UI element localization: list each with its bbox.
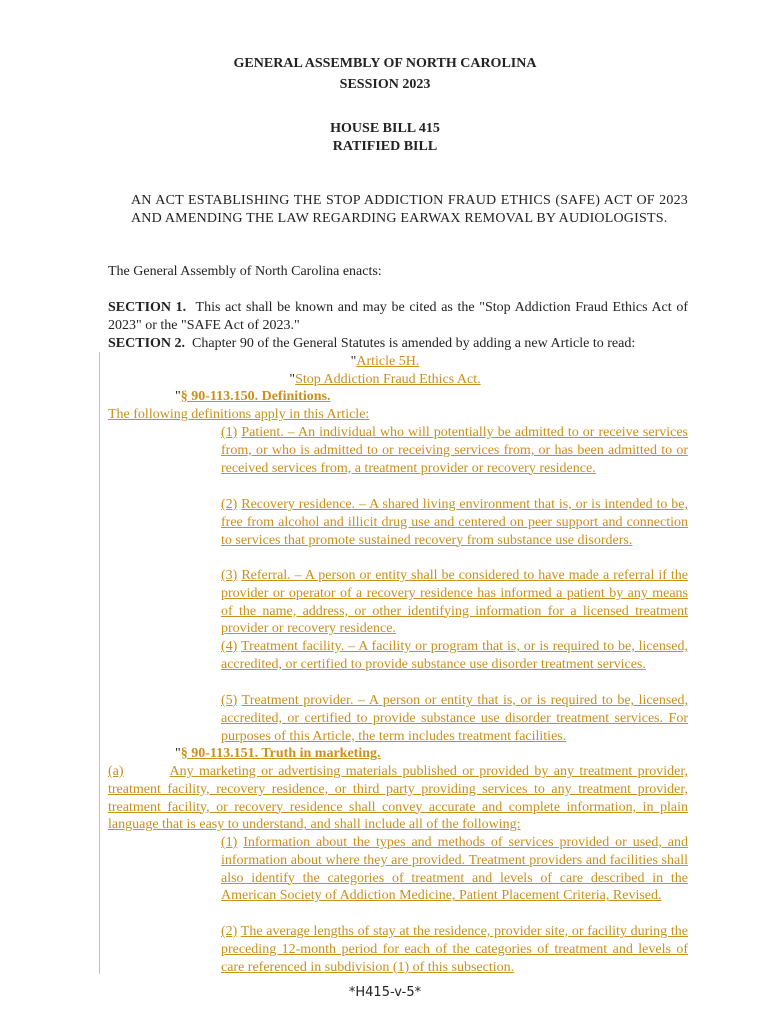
section-2-text: Chapter 90 of the General Statutes is amended by adding a new Article to read: [192, 336, 636, 351]
session-heading: SESSION 2023 [339, 77, 431, 92]
section-151-heading [175, 745, 381, 763]
definition-text: Referral. – A person or entity shall be considered to have made a referral if the provider or operator of a recovery residence has informed a patient by any means of the name, address, or other identifying information for a licensed treatment provider or recovery residence. [221, 568, 688, 637]
definition-number: (5) [221, 693, 238, 708]
section-2 [108, 335, 688, 353]
definition-item [221, 692, 688, 745]
definition-item [221, 424, 688, 477]
section-150-title: § 90-113.150. Definitions. [180, 389, 331, 404]
section-151-title: § 90-113.151. Truth in marketing. [180, 746, 381, 761]
act-title: AN ACT ESTABLISHING THE STOP ADDICTION FRAUD ETHICS (SAFE) ACT OF 2023 AND AMENDING THE LAW REGARDING EARWAX REMOVAL BY AUDIOLOGISTS. [131, 193, 688, 226]
definition-text: Treatment provider. – A person or entity that is, or is required to be, licensed, accredited, or certified to provide substance use disorder treatment services. For purposes of this Article, the term includes treatment facilities. [221, 693, 688, 744]
article-number: Article 5H. [356, 354, 420, 369]
page-footer-code: *H415-v-5* [348, 985, 422, 1000]
marketing-item-text: Information about the types and methods of services provided or used, and information about where they are provided. Treatment providers and facilities shall also identify the categories of treatment and levels of care described in the American Society of Addiction Medicine, Patient Placement Criteria, Revised. [221, 835, 688, 904]
bill-status-heading: RATIFIED BILL [332, 139, 438, 154]
definition-text: Treatment facility. – A facility or program that is, or is required to be, licensed, accredited, or certified to provide substance use disorder treatment services. [221, 639, 689, 672]
section-150-heading [175, 388, 330, 406]
section-1-text: This act shall be known and may be cited as the "Stop Addiction Fraud Ethics Act of 2023" or the "SAFE Act of 2023." [108, 300, 688, 333]
definition-item [221, 496, 688, 549]
definition-item [221, 638, 688, 674]
definition-number: (4) [221, 639, 238, 654]
definition-text: Patient. – An individual who will potentially be admitted to or receive services from, or who is admitted to or receiving services from, or has been admitted to or received services from, a treatment provider or recovery residence. [221, 425, 688, 476]
enacting-clause: The General Assembly of North Carolina enacts: [108, 264, 382, 279]
article-name: Stop Addiction Fraud Ethics Act. [295, 372, 481, 387]
marketing-item-number: (1) [221, 835, 238, 850]
article-heading [0, 353, 770, 371]
definitions-intro [108, 406, 369, 424]
article-quote: " [350, 354, 357, 369]
definition-item [221, 567, 688, 638]
section-151-quote: " [175, 746, 181, 761]
article-name-quote: " [289, 372, 296, 387]
section-2-label: SECTION 2. [108, 336, 186, 351]
subsection-a-text: Any marketing or advertising materials published or provided by any treatment provider, treatment facility, recovery residence, or third party providing services to any treatment provider, treatment facility, or recovery residence shall convey accurate and complete information, in plain language that is easy to understand, and shall include all of the following: [108, 764, 688, 833]
marketing-item [221, 923, 688, 976]
definition-number: (2) [221, 497, 238, 512]
revision-margin-line [99, 352, 100, 974]
section-1-label: SECTION 1. [108, 300, 187, 315]
marketing-item [221, 834, 688, 905]
marketing-item-text: The average lengths of stay at the residence, provider site, or facility during the preceding 12-month period for each of the categories of treatment and levels of care referenced in subdivision (1) of this subsection. [221, 924, 688, 975]
assembly-heading: GENERAL ASSEMBLY OF NORTH CAROLINA [233, 56, 537, 71]
subsection-a [108, 763, 688, 834]
definition-text: Recovery residence. – A shared living environment that is, or is intended to be, free from alcohol and illicit drug use and centered on peer support and connection to services that promote sustained recovery from substance use disorders. [221, 497, 689, 548]
section-1 [108, 299, 688, 335]
marketing-item-number: (2) [221, 924, 238, 939]
definition-number: (3) [221, 568, 238, 583]
definitions-intro-text: The following definitions apply in this Article: [108, 407, 370, 422]
bill-number-heading: HOUSE BILL 415 [330, 121, 440, 136]
definition-number: (1) [221, 425, 238, 440]
subsection-a-label: (a) [108, 764, 124, 779]
article-name-heading [0, 371, 770, 389]
section-150-quote: " [175, 389, 181, 404]
